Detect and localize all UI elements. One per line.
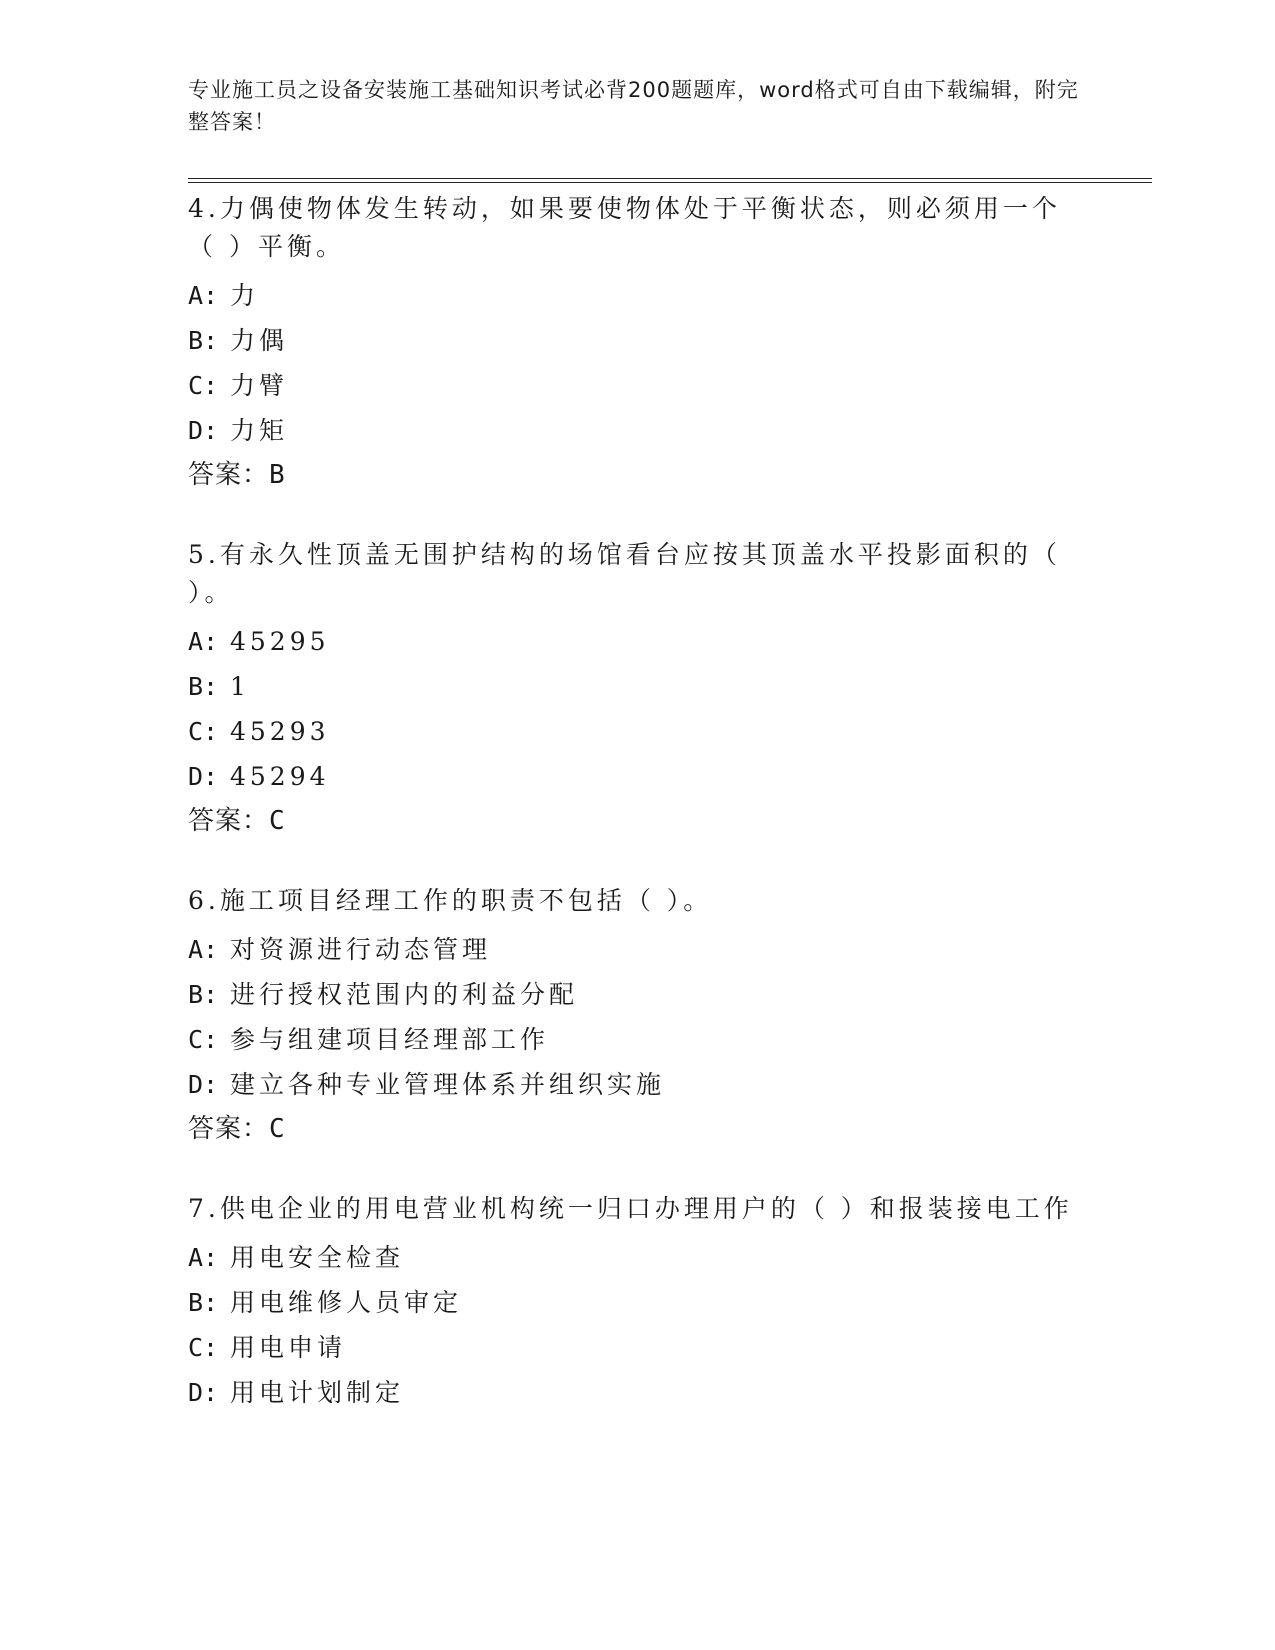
question-5 — [188, 536, 1088, 836]
option-a — [188, 281, 1088, 311]
question-4 — [188, 190, 1088, 490]
option-letter: B: — [188, 1288, 219, 1317]
option-letter: D: — [188, 416, 219, 445]
answer-value: C — [269, 806, 286, 836]
option-letter: C: — [188, 371, 219, 400]
option-letter: D: — [188, 762, 219, 791]
question-7 — [188, 1190, 1088, 1408]
option-d — [188, 1378, 1088, 1408]
option-text: 1 — [230, 672, 250, 701]
option-a — [188, 627, 1088, 657]
answer-line — [188, 460, 1088, 490]
option-d — [188, 762, 1088, 792]
question-spacer — [188, 490, 1088, 536]
option-text: 进行授权范围内的利益分配 — [230, 980, 579, 1009]
option-text: 用电安全检查 — [230, 1243, 405, 1272]
option-letter: D: — [188, 1070, 219, 1099]
option-text: 建立各种专业管理体系并组织实施 — [230, 1070, 666, 1099]
option-b — [188, 980, 1088, 1010]
question-text: 5.有永久性顶盖无围护结构的场馆看台应按其顶盖水平投影面积的（ ）。 — [188, 540, 1061, 607]
option-letter: A: — [188, 1243, 219, 1272]
answer-label: 答案： — [188, 806, 270, 836]
option-letter: A: — [188, 281, 219, 310]
header-divider — [188, 178, 1152, 183]
answer-line — [188, 806, 1088, 836]
question-spacer — [188, 1144, 1088, 1190]
option-letter: D: — [188, 1378, 219, 1407]
option-d — [188, 1070, 1088, 1100]
option-letter: C: — [188, 717, 219, 746]
answer-label: 答案： — [188, 460, 270, 490]
answer-line — [188, 1114, 1088, 1144]
question-list — [188, 190, 1088, 1408]
answer-value: B — [269, 460, 286, 490]
option-text: 用电申请 — [230, 1333, 347, 1362]
option-text: 力 — [230, 281, 260, 310]
option-letter: C: — [188, 1333, 219, 1362]
option-a — [188, 935, 1088, 965]
option-c — [188, 717, 1088, 747]
option-letter: B: — [188, 980, 219, 1009]
option-text: 45295 — [230, 627, 330, 656]
question-6 — [188, 882, 1088, 1144]
option-c — [188, 1025, 1088, 1055]
option-b — [188, 672, 1088, 702]
option-text: 参与组建项目经理部工作 — [230, 1025, 550, 1054]
option-d — [188, 416, 1088, 446]
question-text: 4.力偶使物体发生转动，如果要使物体处于平衡状态，则必须用一个（ ）平衡。 — [188, 194, 1061, 261]
option-letter: B: — [188, 672, 219, 701]
answer-value: C — [269, 1114, 286, 1144]
question-spacer — [188, 836, 1088, 882]
option-letter: B: — [188, 326, 219, 355]
option-b — [188, 326, 1088, 356]
option-b — [188, 1288, 1088, 1318]
option-letter: A: — [188, 627, 219, 656]
option-text: 45293 — [230, 717, 330, 746]
document-header: 专业施工员之设备安装施工基础知识考试必背200题题库，word格式可自由下载编辑，附完整答案！ — [188, 78, 1079, 134]
option-text: 力偶 — [230, 326, 289, 355]
option-c — [188, 371, 1088, 401]
option-c — [188, 1333, 1088, 1363]
option-text: 45294 — [230, 762, 330, 791]
question-text: 6.施工项目经理工作的职责不包括（ ）。 — [188, 886, 713, 915]
answer-label: 答案： — [188, 1114, 270, 1144]
option-letter: C: — [188, 1025, 219, 1054]
option-text: 对资源进行动态管理 — [230, 935, 492, 964]
question-text: 7.供电企业的用电营业机构统一归口办理用户的（ ）和报装接电工作 — [188, 1194, 1073, 1223]
option-text: 力矩 — [230, 416, 289, 445]
option-text: 用电维修人员审定 — [230, 1288, 463, 1317]
option-a — [188, 1243, 1088, 1273]
option-text: 力臂 — [230, 371, 289, 400]
option-text: 用电计划制定 — [230, 1378, 405, 1407]
option-letter: A: — [188, 935, 219, 964]
